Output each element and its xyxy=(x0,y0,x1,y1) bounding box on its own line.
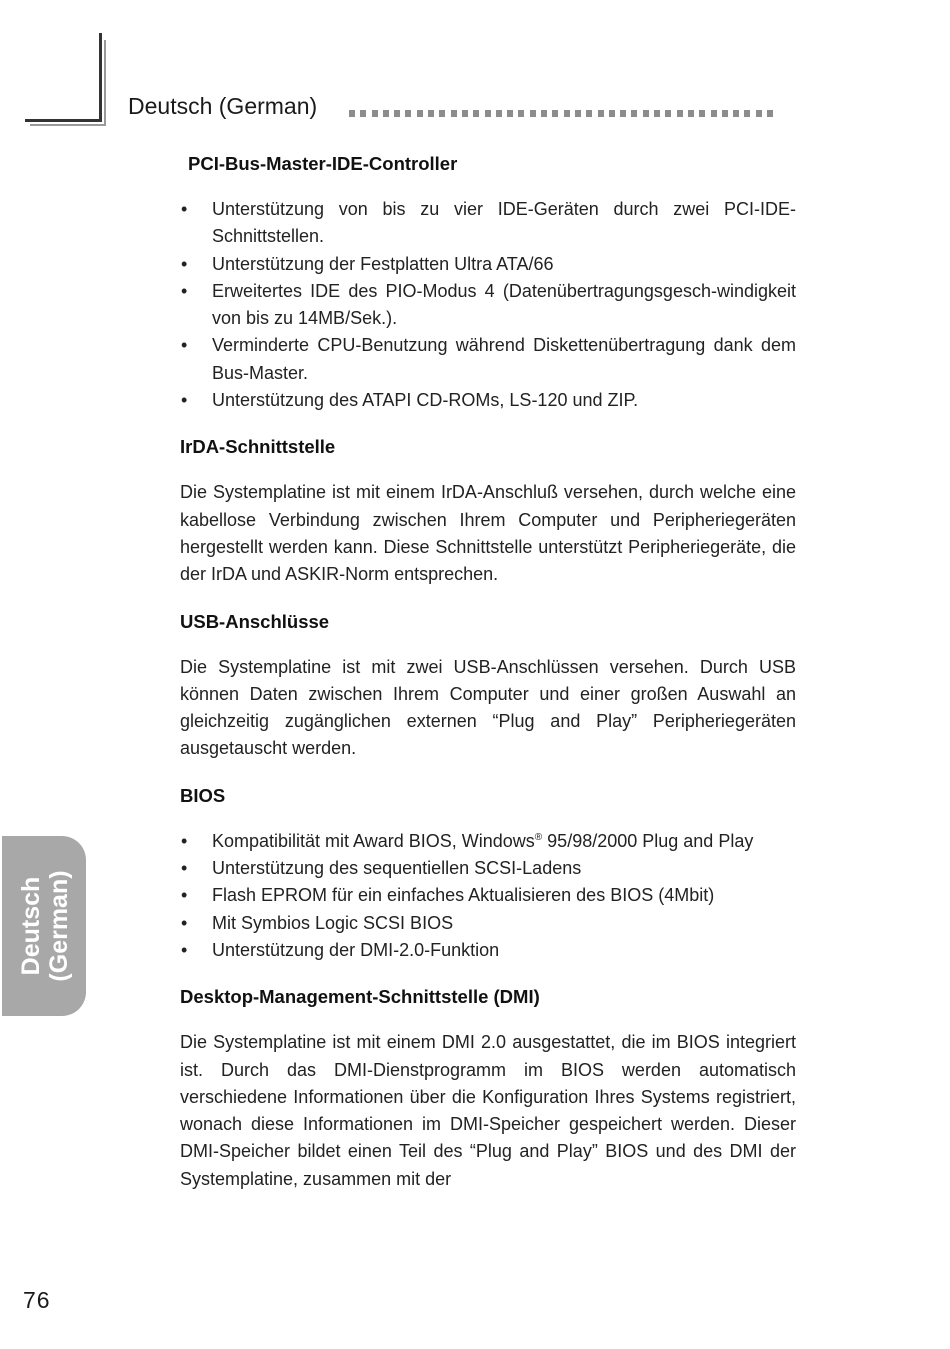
header-dot xyxy=(383,110,389,117)
header-dot xyxy=(665,110,671,117)
list-item: • Unterstützung der Festplatten Ultra ATA/66 xyxy=(180,251,796,278)
list-item: • Kompatibilität mit Award BIOS, Windows® 95/98/2000 Plug and Play xyxy=(180,828,796,855)
header-dot xyxy=(451,110,457,117)
header-dot xyxy=(473,110,479,117)
header-dot xyxy=(541,110,547,117)
corner-bracket-horizontal xyxy=(25,119,102,122)
header-dot xyxy=(767,110,773,117)
bullet-icon: • xyxy=(181,253,188,274)
header-dot xyxy=(349,110,355,117)
header-dot xyxy=(439,110,445,117)
list-item: • Erweitertes IDE des PIO-Modus 4 (Datenübertragungsgesch-windigkeit von bis zu 14MB/Sek.). xyxy=(180,278,796,333)
header-dot xyxy=(586,110,592,117)
header-dot xyxy=(688,110,694,117)
irda-paragraph: Die Systemplatine ist mit einem IrDA-Anschluß versehen, durch welche eine kabellose Verbindung zwischen Ihrem Computer und Peripheriegeräten hergestellt werden kann. Diese Schnittstelle unterstützt Peripheriegeräte, die der IrDA und ASKIR-Norm entsprechen. xyxy=(180,482,796,585)
side-tab-label-line2: (German) xyxy=(45,870,73,982)
bullet-icon: • xyxy=(181,390,188,411)
header-dot xyxy=(677,110,683,117)
header-dot xyxy=(643,110,649,117)
side-tab-label-line1: Deutsch xyxy=(17,876,45,976)
page-number: 76 xyxy=(23,1287,51,1313)
list-item: • Unterstützung der DMI-2.0-Funktion xyxy=(180,937,796,964)
section-heading-bios: BIOS xyxy=(180,784,226,806)
header-dot-rule xyxy=(349,110,773,117)
header-dot xyxy=(394,110,400,117)
list-item: • Mit Symbios Logic SCSI BIOS xyxy=(180,910,796,937)
corner-bracket-shadow-horizontal xyxy=(30,124,106,126)
header-dot xyxy=(552,110,558,117)
list-item: • Verminderte CPU-Benutzung während Diskettenübertragung dank dem Bus-Master. xyxy=(180,332,796,387)
header-dot xyxy=(417,110,423,117)
header-dot xyxy=(598,110,604,117)
language-side-tab xyxy=(2,836,86,1016)
header-dot xyxy=(631,110,637,117)
header-dot xyxy=(518,110,524,117)
bullet-icon: • xyxy=(181,335,188,356)
pci-feature-list xyxy=(180,196,796,414)
usb-paragraph: Die Systemplatine ist mit zwei USB-Anschlüssen versehen. Durch USB können Daten zwischen Ihrem Computer und einer großen Auswahl an gleichzeitig zugänglichen externen “Plug and Play” Peripheriegeräten ausgetauscht werden. xyxy=(180,656,796,759)
list-item: • Flash EPROM für ein einfaches Aktualisieren des BIOS (4Mbit) xyxy=(180,882,796,909)
corner-bracket-vertical xyxy=(99,33,102,121)
registered-mark: ® xyxy=(534,831,543,843)
page-content xyxy=(180,150,796,1212)
header-dot xyxy=(360,110,366,117)
header-dot xyxy=(699,110,705,117)
corner-bracket-shadow-vertical xyxy=(104,40,106,126)
page-header-title: Deutsch (German) xyxy=(128,93,318,119)
header-dot xyxy=(609,110,615,117)
section-heading-usb: USB-Anschlüsse xyxy=(180,610,330,632)
header-dot xyxy=(733,110,739,117)
header-dot xyxy=(507,110,513,117)
bullet-icon: • xyxy=(181,830,188,851)
header-dot xyxy=(620,110,626,117)
header-dot xyxy=(654,110,660,117)
header-dot xyxy=(530,110,536,117)
header-dot xyxy=(428,110,434,117)
section-heading-pci: PCI-Bus-Master-IDE-Controller xyxy=(188,153,458,174)
dmi-paragraph: Die Systemplatine ist mit einem DMI 2.0 ausgestattet, die im BIOS integriert ist. Durch das DMI-Dienstprogramm im BIOS werden automatisch verschiedene Informationen über die Konfiguration Ihres Systems registriert, wonach diese Informationen im DMI-Speicher gespeichert werden. Dieser DMI-Speicher bildet einen Teil des “Plug and Play” BIOS und des DMI der Systemplatine, zusammen mit der xyxy=(180,1032,796,1189)
header-dot xyxy=(756,110,762,117)
header-dot xyxy=(564,110,570,117)
header-dot xyxy=(462,110,468,117)
list-item: • Unterstützung des ATAPI CD-ROMs, LS-120 und ZIP. xyxy=(180,387,796,414)
header-dot xyxy=(711,110,717,117)
bullet-icon: • xyxy=(181,912,188,933)
list-item: • Unterstützung des sequentiellen SCSI-Ladens xyxy=(180,855,796,882)
header-dot xyxy=(372,110,378,117)
header-dot xyxy=(496,110,502,117)
bullet-icon: • xyxy=(181,280,188,301)
header-dot xyxy=(405,110,411,117)
bullet-icon: • xyxy=(181,885,188,906)
list-item: • Unterstützung von bis zu vier IDE-Geräten durch zwei PCI-IDE-Schnittstellen. xyxy=(180,196,796,251)
bullet-icon: • xyxy=(181,939,188,960)
header-dot xyxy=(722,110,728,117)
bullet-icon: • xyxy=(181,199,188,219)
bios-feature-list xyxy=(180,828,796,964)
section-heading-irda: IrDA-Schnittstelle xyxy=(180,436,336,458)
section-heading-dmi: Desktop-Management-Schnittstelle (DMI) xyxy=(180,986,540,1008)
bullet-icon: • xyxy=(181,858,188,879)
header-dot xyxy=(575,110,581,117)
header-dot xyxy=(744,110,750,117)
header-dot xyxy=(485,110,491,117)
